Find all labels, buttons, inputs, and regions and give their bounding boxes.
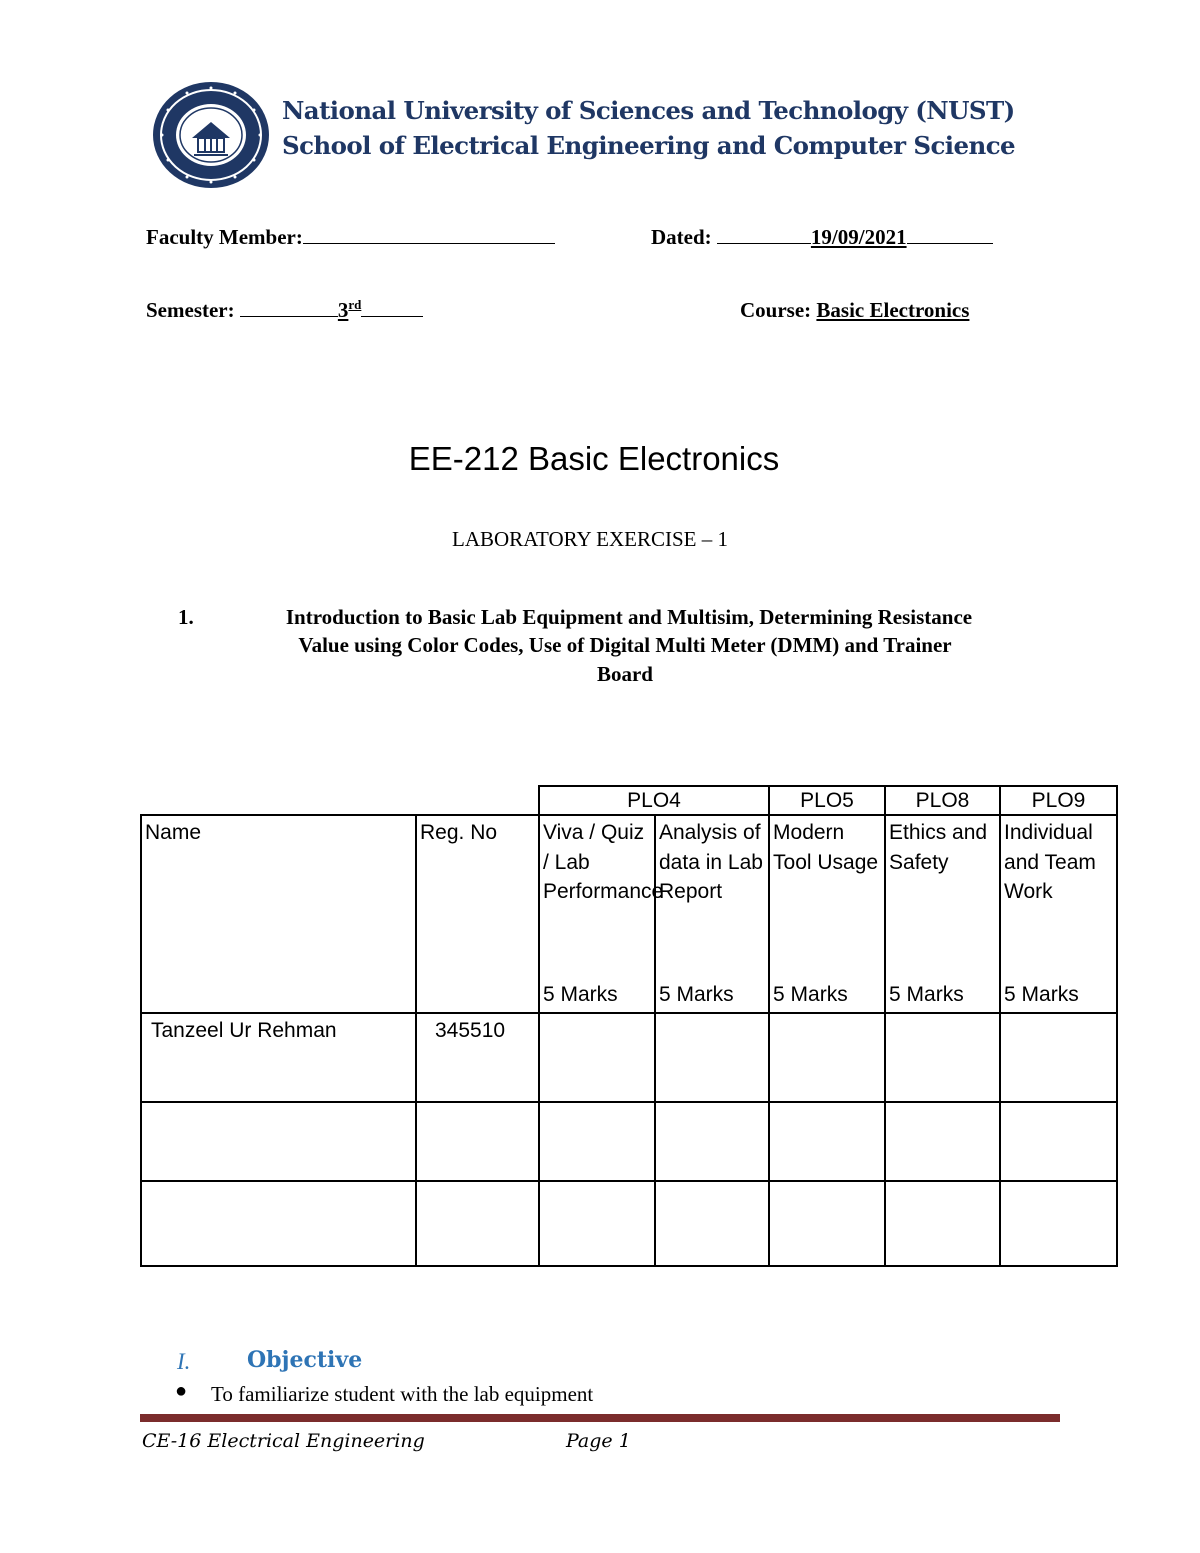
student-name-cell: Tanzeel Ur Rehman (141, 1013, 416, 1102)
experiment-number: 1. (178, 605, 194, 629)
course-label: Course: (740, 298, 812, 322)
reg-column-header: Reg. No (416, 815, 539, 1013)
plo-header: PLO5 (769, 786, 885, 815)
document-title: EE-212 Basic Electronics (408, 440, 780, 477)
marks-cell (885, 1013, 1000, 1102)
marks-cell (539, 1102, 655, 1181)
dated-value: 19/09/2021 (810, 225, 907, 249)
criterion-name: Ethics and Safety (889, 821, 988, 874)
plo-header: PLO8 (885, 786, 1000, 815)
faculty-member-value (303, 225, 555, 244)
criterion-marks: 5 Marks (773, 983, 848, 1006)
marks-cell (1000, 1181, 1117, 1266)
bullet-icon: ● (175, 1380, 188, 1402)
course-field (740, 298, 969, 323)
criterion-marks: 5 Marks (659, 983, 734, 1006)
experiment-title-line-2: Value using Color Codes, Use of Digital Multi Meter (DMM) and Trainer (298, 633, 952, 657)
criterion-marks: 5 Marks (889, 983, 964, 1006)
marks-cell (655, 1102, 769, 1181)
experiment-title-line-3: Board (596, 662, 653, 686)
faculty-member-label: Faculty Member: (146, 225, 303, 249)
criterion-header (655, 815, 769, 1013)
semester-label: Semester: (146, 298, 235, 322)
footer-rule (140, 1414, 1060, 1422)
column-header-row (141, 815, 1117, 1013)
criterion-header (1000, 815, 1117, 1013)
table-row (141, 1102, 1117, 1181)
empty-header-cell (416, 786, 539, 815)
criterion-marks: 5 Marks (543, 983, 618, 1006)
school-name: School of Electrical Engineering and Computer Science (282, 131, 1016, 160)
footer-department: CE-16 Electrical Engineering (142, 1430, 425, 1452)
plo-header-row (141, 786, 1117, 815)
plo-header: PLO9 (1000, 786, 1117, 815)
reg-no-cell (416, 1102, 539, 1181)
objective-number: I. (177, 1349, 191, 1374)
criterion-header (539, 815, 664, 1013)
university-name: National University of Sciences and Technology (NUST) (282, 96, 1015, 125)
course-value: Basic Electronics (816, 298, 970, 322)
marks-cell (769, 1013, 885, 1102)
student-name-cell (141, 1102, 416, 1181)
reg-no-cell (416, 1181, 539, 1266)
table-row (141, 1013, 1117, 1102)
objective-bullet-text: To familiarize student with the lab equipment (211, 1382, 594, 1406)
objective-heading: Objective (247, 1347, 363, 1373)
lab-exercise-heading: LABORATORY EXERCISE – 1 (452, 527, 728, 551)
marks-cell (1000, 1102, 1117, 1181)
criterion-name: Analysis of data in Lab Report (659, 821, 763, 903)
reg-no-cell: 345510 (416, 1013, 539, 1102)
marks-cell (769, 1102, 885, 1181)
marks-table (140, 785, 1118, 1267)
marks-cell (539, 1013, 655, 1102)
semester-value: 3 (337, 298, 349, 322)
semester-field (146, 298, 423, 323)
marks-cell (769, 1181, 885, 1266)
marks-cell (539, 1181, 655, 1266)
student-name-cell (141, 1181, 416, 1266)
name-column-header: Name (141, 815, 416, 1013)
nust-logo (150, 80, 272, 190)
plo-header: PLO4 (539, 786, 769, 815)
experiment-title-line-1: Introduction to Basic Lab Equipment and Multisim, Determining Resistance (285, 605, 973, 629)
table-row (141, 1181, 1117, 1266)
criterion-name: Modern Tool Usage (773, 821, 879, 874)
marks-cell (885, 1102, 1000, 1181)
dated-field (651, 225, 993, 250)
criterion-name: Viva / Quiz / Lab Performance (543, 821, 664, 903)
criterion-marks: 5 Marks (1004, 983, 1079, 1006)
empty-header-cell (141, 786, 416, 815)
dated-label: Dated: (651, 225, 712, 249)
footer-page-number: Page 1 (566, 1430, 631, 1452)
marks-cell (885, 1181, 1000, 1266)
criterion-header (769, 815, 885, 1013)
criterion-name: Individual and Team Work (1004, 821, 1096, 903)
faculty-member-field (146, 225, 555, 250)
criterion-header (885, 815, 1000, 1013)
semester-suffix: rd (348, 297, 362, 312)
marks-cell (1000, 1013, 1117, 1102)
marks-cell (655, 1181, 769, 1266)
marks-cell (655, 1013, 769, 1102)
